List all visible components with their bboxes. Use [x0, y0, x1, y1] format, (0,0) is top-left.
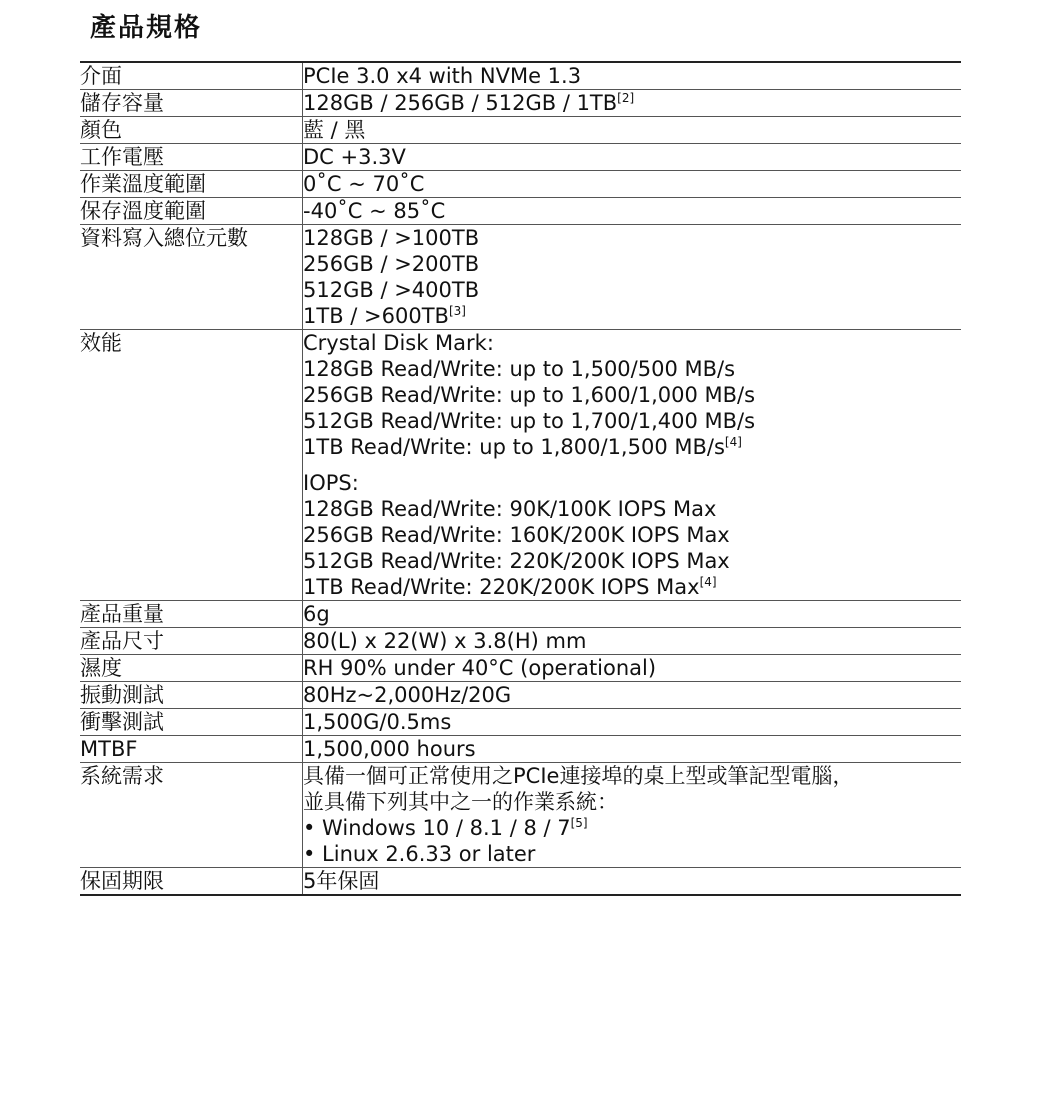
spec-value-line: [303, 434, 961, 460]
spec-value-text: DC +3.3V: [303, 145, 406, 169]
spec-value-line: [303, 330, 961, 356]
spec-value-line: [303, 303, 961, 329]
spec-value: [303, 330, 962, 601]
spec-row: [80, 144, 961, 171]
spec-value-text: 1,500,000 hours: [303, 737, 476, 761]
spec-value-text: 0˚C ~ 70˚C: [303, 172, 425, 196]
spec-value-line: [303, 841, 961, 867]
spec-value-line: [303, 522, 961, 548]
spec-value-text: 80(L) x 22(W) x 3.8(H) mm: [303, 629, 587, 653]
footnote-ref: [3]: [448, 304, 466, 318]
spec-value: [303, 225, 962, 330]
spec-value-line: [303, 144, 961, 170]
spec-value-line: [303, 709, 961, 735]
spec-value-line: [303, 117, 961, 143]
spec-row: [80, 868, 961, 896]
spec-value-line: [303, 601, 961, 627]
footnote-ref: [5]: [570, 816, 588, 830]
spec-row: [80, 171, 961, 198]
spec-value-line: [303, 682, 961, 708]
spec-row: [80, 682, 961, 709]
spec-value: [303, 198, 962, 225]
spec-label: 作業溫度範圍: [80, 171, 303, 198]
spec-value-text: • Linux 2.6.33 or later: [303, 842, 536, 866]
spec-value-text: PCIe 3.0 x4 with NVMe 1.3: [303, 64, 582, 88]
spec-label: 衝擊測試: [80, 709, 303, 736]
spec-value-text: 128GB Read/Write: up to 1,500/500 MB/s: [303, 357, 736, 381]
spec-row: [80, 117, 961, 144]
spec-label: 保存溫度範圍: [80, 198, 303, 225]
spec-value-line: [303, 356, 961, 382]
spec-value-text: IOPS:: [303, 471, 359, 495]
spec-value-line: [303, 225, 961, 251]
spec-value-text: 6g: [303, 602, 330, 626]
spec-value-text: 藍 / 黑: [303, 118, 366, 142]
spec-value-text: 1TB / >600TB: [303, 304, 449, 328]
spec-value-line: [303, 548, 961, 574]
spec-value: [303, 171, 962, 198]
spec-value-line: [303, 736, 961, 762]
footnote-ref: [4]: [699, 575, 717, 589]
spec-value-text: 256GB / >200TB: [303, 252, 480, 276]
spec-value-text: • Windows 10 / 8.1 / 8 / 7: [303, 816, 571, 840]
spec-value-text: 並具備下列其中之一的作業系統：: [303, 790, 618, 814]
spec-value: [303, 709, 962, 736]
spec-value-text: 具備一個可正常使用之PCIe連接埠的桌上型或筆記型電腦，: [303, 764, 854, 788]
spec-value-text: 128GB Read/Write: 90K/100K IOPS Max: [303, 497, 717, 521]
spec-value-line: [303, 628, 961, 654]
spec-value: [303, 144, 962, 171]
spec-value-line: [303, 382, 961, 408]
paragraph-gap: [303, 460, 961, 470]
spec-row: [80, 330, 961, 601]
spec-label: 濕度: [80, 655, 303, 682]
spec-value-text: 128GB / >100TB: [303, 226, 480, 250]
spec-value-line: [303, 90, 961, 116]
spec-value-line: [303, 171, 961, 197]
spec-value: [303, 763, 962, 868]
spec-value-text: 256GB Read/Write: up to 1,600/1,000 MB/s: [303, 383, 756, 407]
spec-value-line: [303, 868, 961, 894]
spec-row: [80, 736, 961, 763]
spec-label: 振動測試: [80, 682, 303, 709]
spec-label: 保固期限: [80, 868, 303, 896]
spec-value-line: [303, 815, 961, 841]
spec-value-text: 5年保固: [303, 869, 380, 893]
spec-value-text: 512GB Read/Write: up to 1,700/1,400 MB/s: [303, 409, 756, 433]
spec-value-text: 1TB Read/Write: up to 1,800/1,500 MB/s: [303, 435, 725, 459]
spec-value-text: Crystal Disk Mark:: [303, 331, 494, 355]
spec-value-text: 80Hz~2,000Hz/20G: [303, 683, 512, 707]
footnote-ref: [4]: [724, 435, 742, 449]
spec-value-text: RH 90% under 40°C (operational): [303, 656, 657, 680]
spec-label: 資料寫入總位元數: [80, 225, 303, 330]
spec-value-line: [303, 496, 961, 522]
spec-value-text: 128GB / 256GB / 512GB / 1TB: [303, 91, 618, 115]
spec-value-text: -40˚C ~ 85˚C: [303, 199, 446, 223]
spec-value: [303, 90, 962, 117]
spec-value-line: [303, 408, 961, 434]
spec-value: [303, 682, 962, 709]
spec-row: [80, 62, 961, 90]
spec-row: [80, 601, 961, 628]
spec-row: [80, 198, 961, 225]
spec-row: [80, 763, 961, 868]
spec-label: 產品尺寸: [80, 628, 303, 655]
spec-value-line: [303, 198, 961, 224]
spec-value: [303, 628, 962, 655]
spec-label: 顏色: [80, 117, 303, 144]
spec-label: 工作電壓: [80, 144, 303, 171]
spec-value-text: 1TB Read/Write: 220K/200K IOPS Max: [303, 575, 700, 599]
spec-value-line: [303, 251, 961, 277]
spec-label: 儲存容量: [80, 90, 303, 117]
spec-value-text: 512GB / >400TB: [303, 278, 480, 302]
spec-row: [80, 709, 961, 736]
spec-value: [303, 601, 962, 628]
spec-row: [80, 225, 961, 330]
spec-label: 介面: [80, 64, 122, 88]
spec-value-line: [303, 574, 961, 600]
spec-label: 產品重量: [80, 601, 303, 628]
footnote-ref: [2]: [617, 91, 635, 105]
spec-value: [303, 736, 962, 763]
spec-label: MTBF: [80, 736, 303, 763]
spec-value-line: [303, 63, 961, 89]
spec-value-text: 1,500G/0.5ms: [303, 710, 452, 734]
spec-value-text: 512GB Read/Write: 220K/200K IOPS Max: [303, 549, 730, 573]
spec-row: [80, 90, 961, 117]
spec-label: 系統需求: [80, 763, 303, 868]
spec-value-line: [303, 763, 961, 789]
spec-value: [303, 868, 962, 896]
spec-row: [80, 628, 961, 655]
spec-value-line: [303, 655, 961, 681]
spec-value: [303, 655, 962, 682]
spec-value: [303, 62, 962, 90]
spec-table: [80, 61, 961, 896]
spec-label: 效能: [80, 330, 303, 601]
page-title: 產品規格: [90, 13, 203, 43]
spec-row: [80, 655, 961, 682]
spec-value-text: 256GB Read/Write: 160K/200K IOPS Max: [303, 523, 730, 547]
spec-value-line: [303, 277, 961, 303]
spec-value-line: [303, 470, 961, 496]
spec-value-line: [303, 789, 961, 815]
spec-value: [303, 117, 962, 144]
